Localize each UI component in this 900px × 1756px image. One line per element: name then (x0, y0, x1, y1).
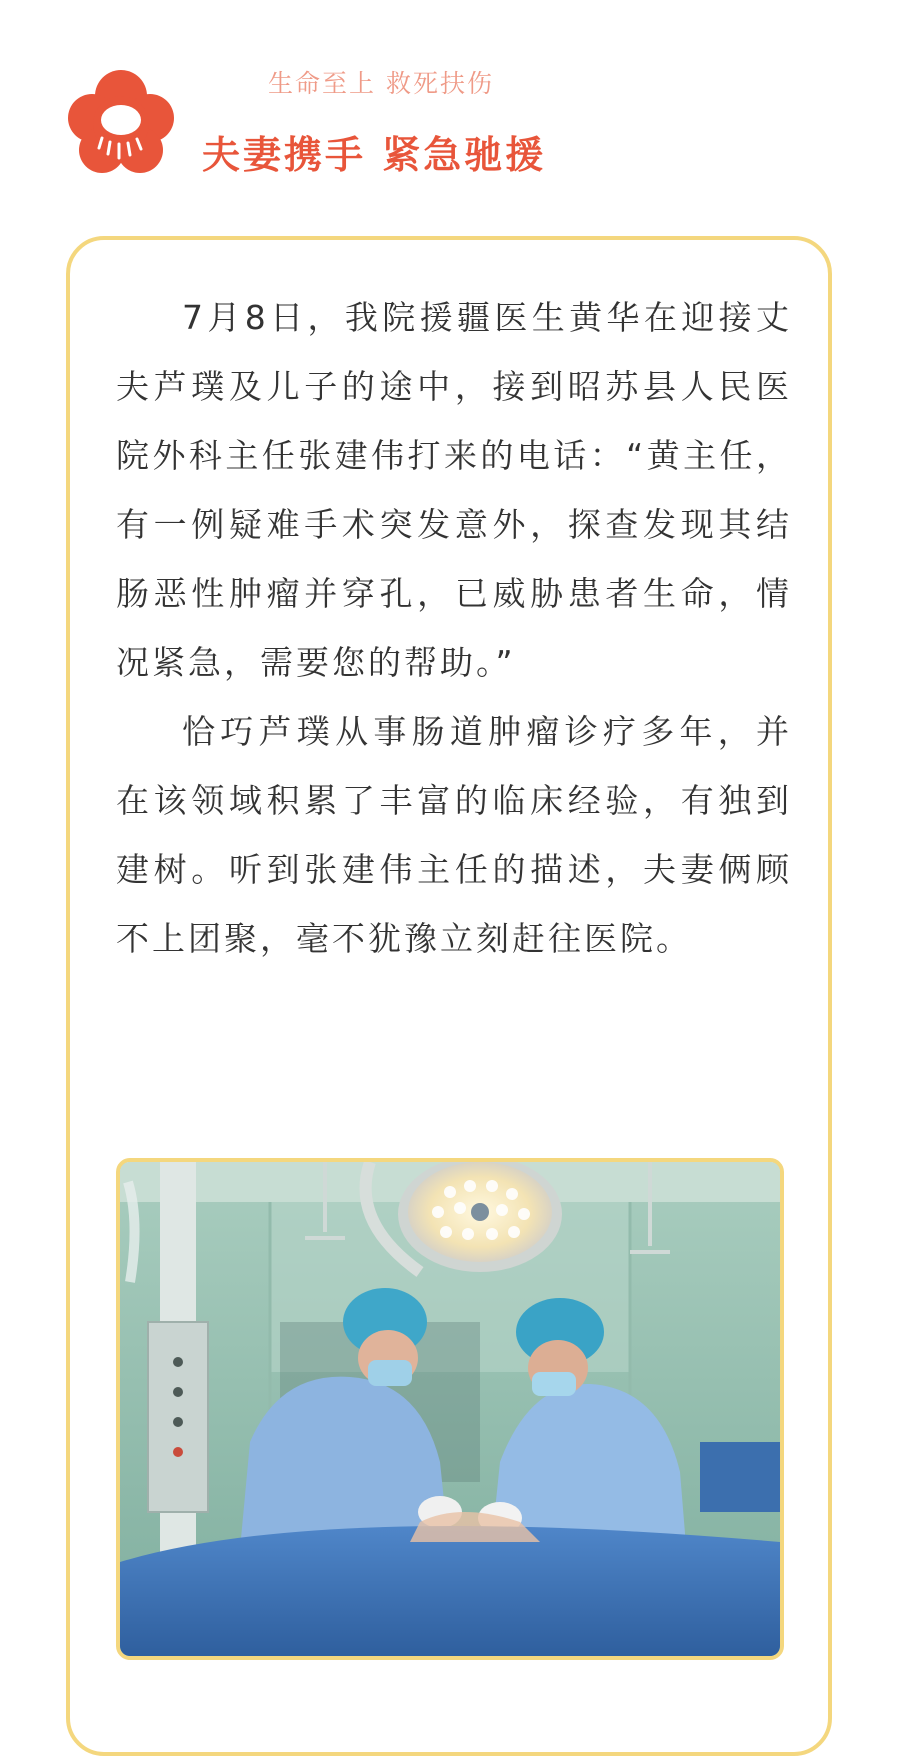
flower-icon (66, 68, 176, 176)
operating-room-photo-icon (120, 1162, 780, 1656)
header-subtitle: 生命至上 救死扶伤 (268, 69, 494, 98)
article-paragraph-2: 恰巧芦璞从事肠道肿瘤诊疗多年，并在该领域积累了丰富的临床经验，有独到建树。听到张建伟主任的描述，夫妻俩顾不上团聚，毫不犹豫立刻赶往医院。 (116, 712, 792, 958)
article-paragraph-1: 7月8日，我院援疆医生黄华在迎接丈夫芦璞及儿子的途中，接到昭苏县人民医院外科主任张建伟打来的电话：“黄主任，有一例疑难手术突发意外，探查发现其结肠恶性肿瘤并穿孔，已威胁患者生命，情况紧急，需要您的帮助。” (116, 298, 792, 682)
surgery-photo (116, 1158, 784, 1660)
article-header (0, 0, 900, 230)
article-body (116, 283, 792, 973)
header-title: 夫妻携手 紧急驰援 (202, 133, 547, 177)
